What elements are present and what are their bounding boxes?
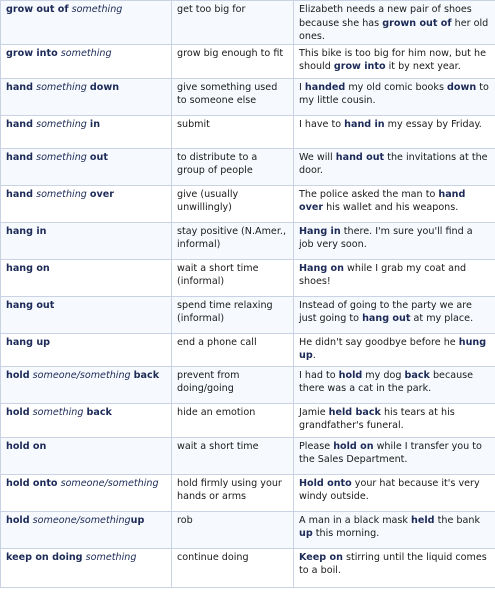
bold-text: in	[89, 118, 101, 130]
table-row	[1, 403, 495, 437]
meaning-cell: spend time relaxing (informal)	[172, 296, 294, 333]
example-cell	[294, 403, 495, 437]
bold-text: back	[133, 369, 160, 381]
phrasal-verb-cell	[1, 437, 172, 474]
bold-text: hand	[6, 151, 34, 163]
bold-text: back	[404, 369, 430, 381]
bold-text: up	[299, 528, 313, 540]
text-segment: He didn't say goodbye before he	[299, 336, 459, 348]
table-row	[1, 259, 495, 296]
text-segment: The police asked the man to	[299, 188, 439, 200]
phrasal-verb-cell	[1, 185, 172, 222]
italic-text: someone/something	[29, 514, 131, 526]
text-segment: his wallet and his weapons.	[323, 202, 459, 214]
bold-text: hold onto	[6, 477, 58, 489]
text-segment: your hat because it's very windy outside.	[299, 477, 480, 503]
text-segment: to my little cousin.	[299, 81, 489, 107]
meaning-cell: stay positive (N.Amer., informal)	[172, 222, 294, 259]
text-segment: my essay by Friday.	[384, 118, 482, 130]
text-segment: Instead of going to the party we are just going to	[299, 299, 472, 325]
meaning-cell: get too big for	[172, 1, 294, 45]
text-segment: stirring until the liquid comes to a boil.	[299, 551, 487, 577]
bold-text: grow into	[333, 61, 386, 73]
table-row	[1, 548, 495, 587]
phrasal-verb-cell	[1, 1, 172, 45]
text-segment: his tears at his grandfather's funeral.	[299, 406, 455, 432]
phrasal-verb-cell	[1, 511, 172, 548]
table-row	[1, 44, 495, 78]
meaning-cell: hide an emotion	[172, 403, 294, 437]
example-cell	[294, 437, 495, 474]
table-row	[1, 474, 495, 511]
table-row	[1, 185, 495, 222]
phrasal-verb-cell	[1, 474, 172, 511]
meaning-cell: to distribute to a group of people	[172, 148, 294, 185]
bold-text: handed	[304, 81, 346, 93]
bold-text: hang out	[362, 313, 411, 325]
meaning-cell: wait a short time	[172, 437, 294, 474]
bold-text: hold	[6, 406, 30, 418]
meaning-cell: give (usually unwillingly)	[172, 185, 294, 222]
phrasal-verb-cell	[1, 222, 172, 259]
bold-text: hand	[6, 81, 34, 93]
bold-text: hand over	[299, 188, 466, 214]
bold-text: Hang on	[299, 262, 344, 274]
text-segment: her old ones.	[299, 17, 489, 43]
bold-text: Keep on	[299, 551, 343, 563]
bold-text: up	[130, 514, 145, 526]
italic-text: something	[33, 151, 90, 163]
bold-text: grown out of	[382, 17, 452, 29]
text-segment: I have to	[299, 118, 345, 130]
phrasal-verb-cell	[1, 148, 172, 185]
phrasal-verb-cell	[1, 548, 172, 587]
bold-text: hold	[6, 369, 30, 381]
example-cell	[294, 511, 495, 548]
italic-text: someone/something	[29, 369, 134, 381]
text-segment: my dog	[362, 369, 405, 381]
bold-text: down	[89, 81, 120, 93]
bold-text: hung up	[299, 336, 487, 362]
example-cell	[294, 333, 495, 366]
bold-text: hold on	[6, 440, 47, 452]
table-row	[1, 148, 495, 185]
example-cell	[294, 115, 495, 148]
meaning-cell: prevent from doing/going	[172, 366, 294, 403]
meaning-cell: continue doing	[172, 548, 294, 587]
text-segment: .	[312, 350, 316, 362]
text-segment: there. I'm sure you'll find a job very soon.	[299, 225, 473, 251]
text-segment: I	[299, 81, 305, 93]
text-segment: I had to	[299, 369, 339, 381]
phrasal-verb-cell	[1, 115, 172, 148]
meaning-cell: hold firmly using your hands or arms	[172, 474, 294, 511]
meaning-cell: rob	[172, 511, 294, 548]
italic-text: something	[57, 47, 112, 59]
bold-text: out	[89, 151, 108, 163]
bold-text: hand out	[335, 151, 385, 163]
italic-text: something	[33, 118, 90, 130]
meaning-cell: submit	[172, 115, 294, 148]
meaning-cell: give something used to someone else	[172, 78, 294, 115]
text-segment: A man in a black mask	[299, 514, 412, 526]
table-row	[1, 437, 495, 474]
table-row	[1, 366, 495, 403]
italic-text: something	[82, 551, 137, 563]
phrasal-verb-cell	[1, 366, 172, 403]
italic-text: something	[33, 188, 90, 200]
example-cell	[294, 1, 495, 45]
italic-text: something	[33, 81, 90, 93]
text-segment: it by next year.	[385, 61, 461, 73]
table-row	[1, 222, 495, 259]
text-segment: Elizabeth needs a new pair of shoes because she has	[299, 4, 472, 29]
text-segment: the invitations at the door.	[299, 151, 488, 177]
bold-text: hang in	[6, 225, 47, 237]
bold-text: hang on	[6, 262, 50, 274]
bold-text: held	[411, 514, 435, 526]
example-cell	[294, 44, 495, 78]
meaning-cell: grow big enough to fit	[172, 44, 294, 78]
example-cell	[294, 78, 495, 115]
text-segment: this morning.	[312, 528, 380, 540]
example-cell	[294, 548, 495, 587]
table-row	[1, 333, 495, 366]
meaning-cell: end a phone call	[172, 333, 294, 366]
bold-text: grow into	[6, 47, 58, 59]
table-row	[1, 115, 495, 148]
example-cell	[294, 474, 495, 511]
example-cell	[294, 296, 495, 333]
bold-text: held back	[328, 406, 381, 418]
example-cell	[294, 366, 495, 403]
text-segment: at my place.	[410, 313, 474, 325]
table-row	[1, 511, 495, 548]
bold-text: Hang in	[299, 225, 341, 237]
bold-text: hold	[6, 514, 30, 526]
text-segment: my old comic books	[345, 81, 447, 93]
text-segment: We will	[299, 151, 336, 163]
text-segment: while I grab my coat and shoes!	[299, 262, 467, 288]
italic-text: something	[29, 406, 87, 418]
bold-text: Hold onto	[299, 477, 352, 489]
text-segment: because there was a cat in the park.	[299, 369, 474, 395]
example-cell	[294, 259, 495, 296]
phrasal-verb-cell	[1, 403, 172, 437]
example-cell	[294, 185, 495, 222]
table-row	[1, 296, 495, 333]
table-row	[1, 1, 495, 45]
example-cell	[294, 222, 495, 259]
bold-text: hand in	[344, 118, 385, 130]
italic-text: something	[68, 4, 123, 15]
bold-text: hang out	[6, 299, 55, 311]
bold-text: over	[89, 188, 115, 200]
table-row	[1, 78, 495, 115]
phrasal-verb-cell	[1, 333, 172, 366]
italic-text: someone/something	[57, 477, 159, 489]
meaning-cell: wait a short time (informal)	[172, 259, 294, 296]
text-segment: the bank	[434, 514, 480, 526]
text-segment: while I transfer you to the Sales Department.	[299, 440, 482, 466]
phrasal-verb-cell	[1, 259, 172, 296]
bold-text: hold	[338, 369, 363, 381]
phrasal-verb-cell	[1, 296, 172, 333]
example-cell	[294, 148, 495, 185]
bold-text: down	[447, 81, 477, 93]
bold-text: keep on doing	[6, 551, 83, 563]
phrasal-verb-cell	[1, 78, 172, 115]
bold-text: hand	[6, 118, 34, 130]
table-body	[1, 1, 495, 588]
text-segment: Jamie	[299, 406, 329, 418]
bold-text: hang up	[6, 336, 51, 348]
bold-text: back	[86, 406, 112, 418]
phrasal-verb-cell	[1, 44, 172, 78]
bold-text: hold on	[333, 440, 374, 452]
text-segment: Please	[299, 440, 334, 452]
bold-text: hand	[6, 188, 34, 200]
text-segment: This bike is too big for him now, but he should	[299, 47, 486, 73]
bold-text: grow out of	[6, 4, 69, 15]
